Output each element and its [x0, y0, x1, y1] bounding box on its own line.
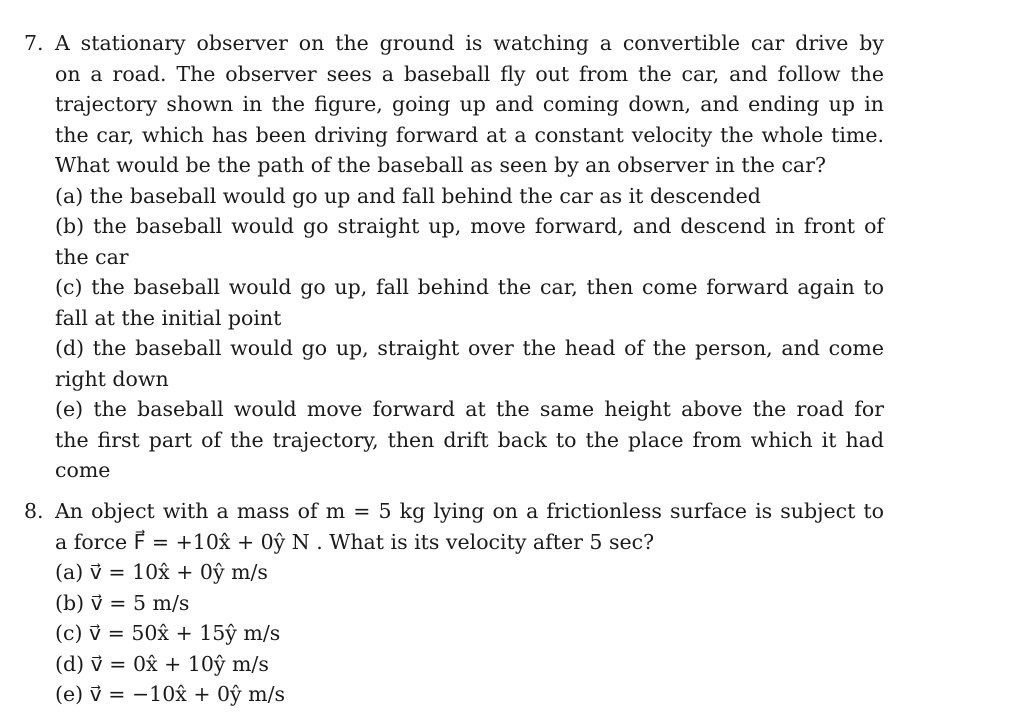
problem-body — [55, 496, 884, 710]
answer-option-e — [55, 394, 884, 486]
problem-number: 7. — [24, 31, 44, 55]
problem-7 — [24, 28, 884, 486]
option-text: (e) v⃗ = −10x̂ + 0ŷ m/s — [55, 682, 286, 706]
option-text: (c) v⃗ = 50x̂ + 15ŷ m/s — [55, 621, 281, 645]
answer-option-a — [55, 557, 884, 588]
stem-line: the car, which has been driving forward at a constant velocity the whole time. — [55, 122, 884, 147]
answer-option-c — [55, 618, 884, 649]
stem-line: What would be the path of the baseball as seen by an observer in the car? — [55, 153, 826, 177]
option-text-continued: the car — [55, 244, 129, 269]
answer-option-c — [55, 272, 884, 333]
problem-number: 8. — [24, 499, 44, 523]
answer-option-d — [55, 333, 884, 394]
option-text: (b) the baseball would go straight up, move forward, and descend in front of — [55, 214, 884, 238]
stem-line: A stationary observer on the ground is watching a convertible car drive by — [55, 31, 884, 55]
option-text-continued: the first part of the trajectory, then drift back to the place from which it had — [55, 427, 884, 452]
stem-line: An object with a mass of m = 5 kg lying on a frictionless surface is subject to — [55, 499, 884, 523]
answer-option-b — [55, 211, 884, 272]
answer-option-e — [55, 679, 884, 710]
option-text: (c) the baseball would go up, fall behind the car, then come forward again to — [55, 275, 884, 299]
option-text: (d) v⃗ = 0x̂ + 10ŷ m/s — [55, 651, 269, 676]
option-text: (a) v⃗ = 10x̂ + 0ŷ m/s — [55, 560, 268, 584]
stem-line: trajectory shown in the figure, going up and coming down, and ending up in — [55, 92, 884, 116]
option-text: (d) the baseball would go up, straight over the head of the person, and come — [55, 336, 884, 360]
option-text: (e) the baseball would move forward at the same height above the road for — [55, 397, 884, 421]
stem-line: on a road. The observer sees a baseball fly out from the car, and follow the — [55, 61, 884, 86]
option-text: (b) v⃗ = 5 m/s — [55, 590, 190, 615]
answer-option-a — [55, 181, 884, 212]
stem-line: a force F⃗ = +10x̂ + 0ŷ N . What is its velocity after 5 sec? — [55, 529, 655, 554]
problem-body — [55, 28, 884, 486]
answer-option-d — [55, 649, 884, 680]
answer-option-b — [55, 588, 884, 619]
option-text-continued: right down — [55, 366, 169, 391]
option-text: (a) the baseball would go up and fall behind the car as it descended — [55, 183, 761, 208]
problem-8 — [24, 496, 884, 710]
option-text-continued: come — [55, 458, 111, 482]
option-text-continued: fall at the initial point — [55, 305, 282, 330]
